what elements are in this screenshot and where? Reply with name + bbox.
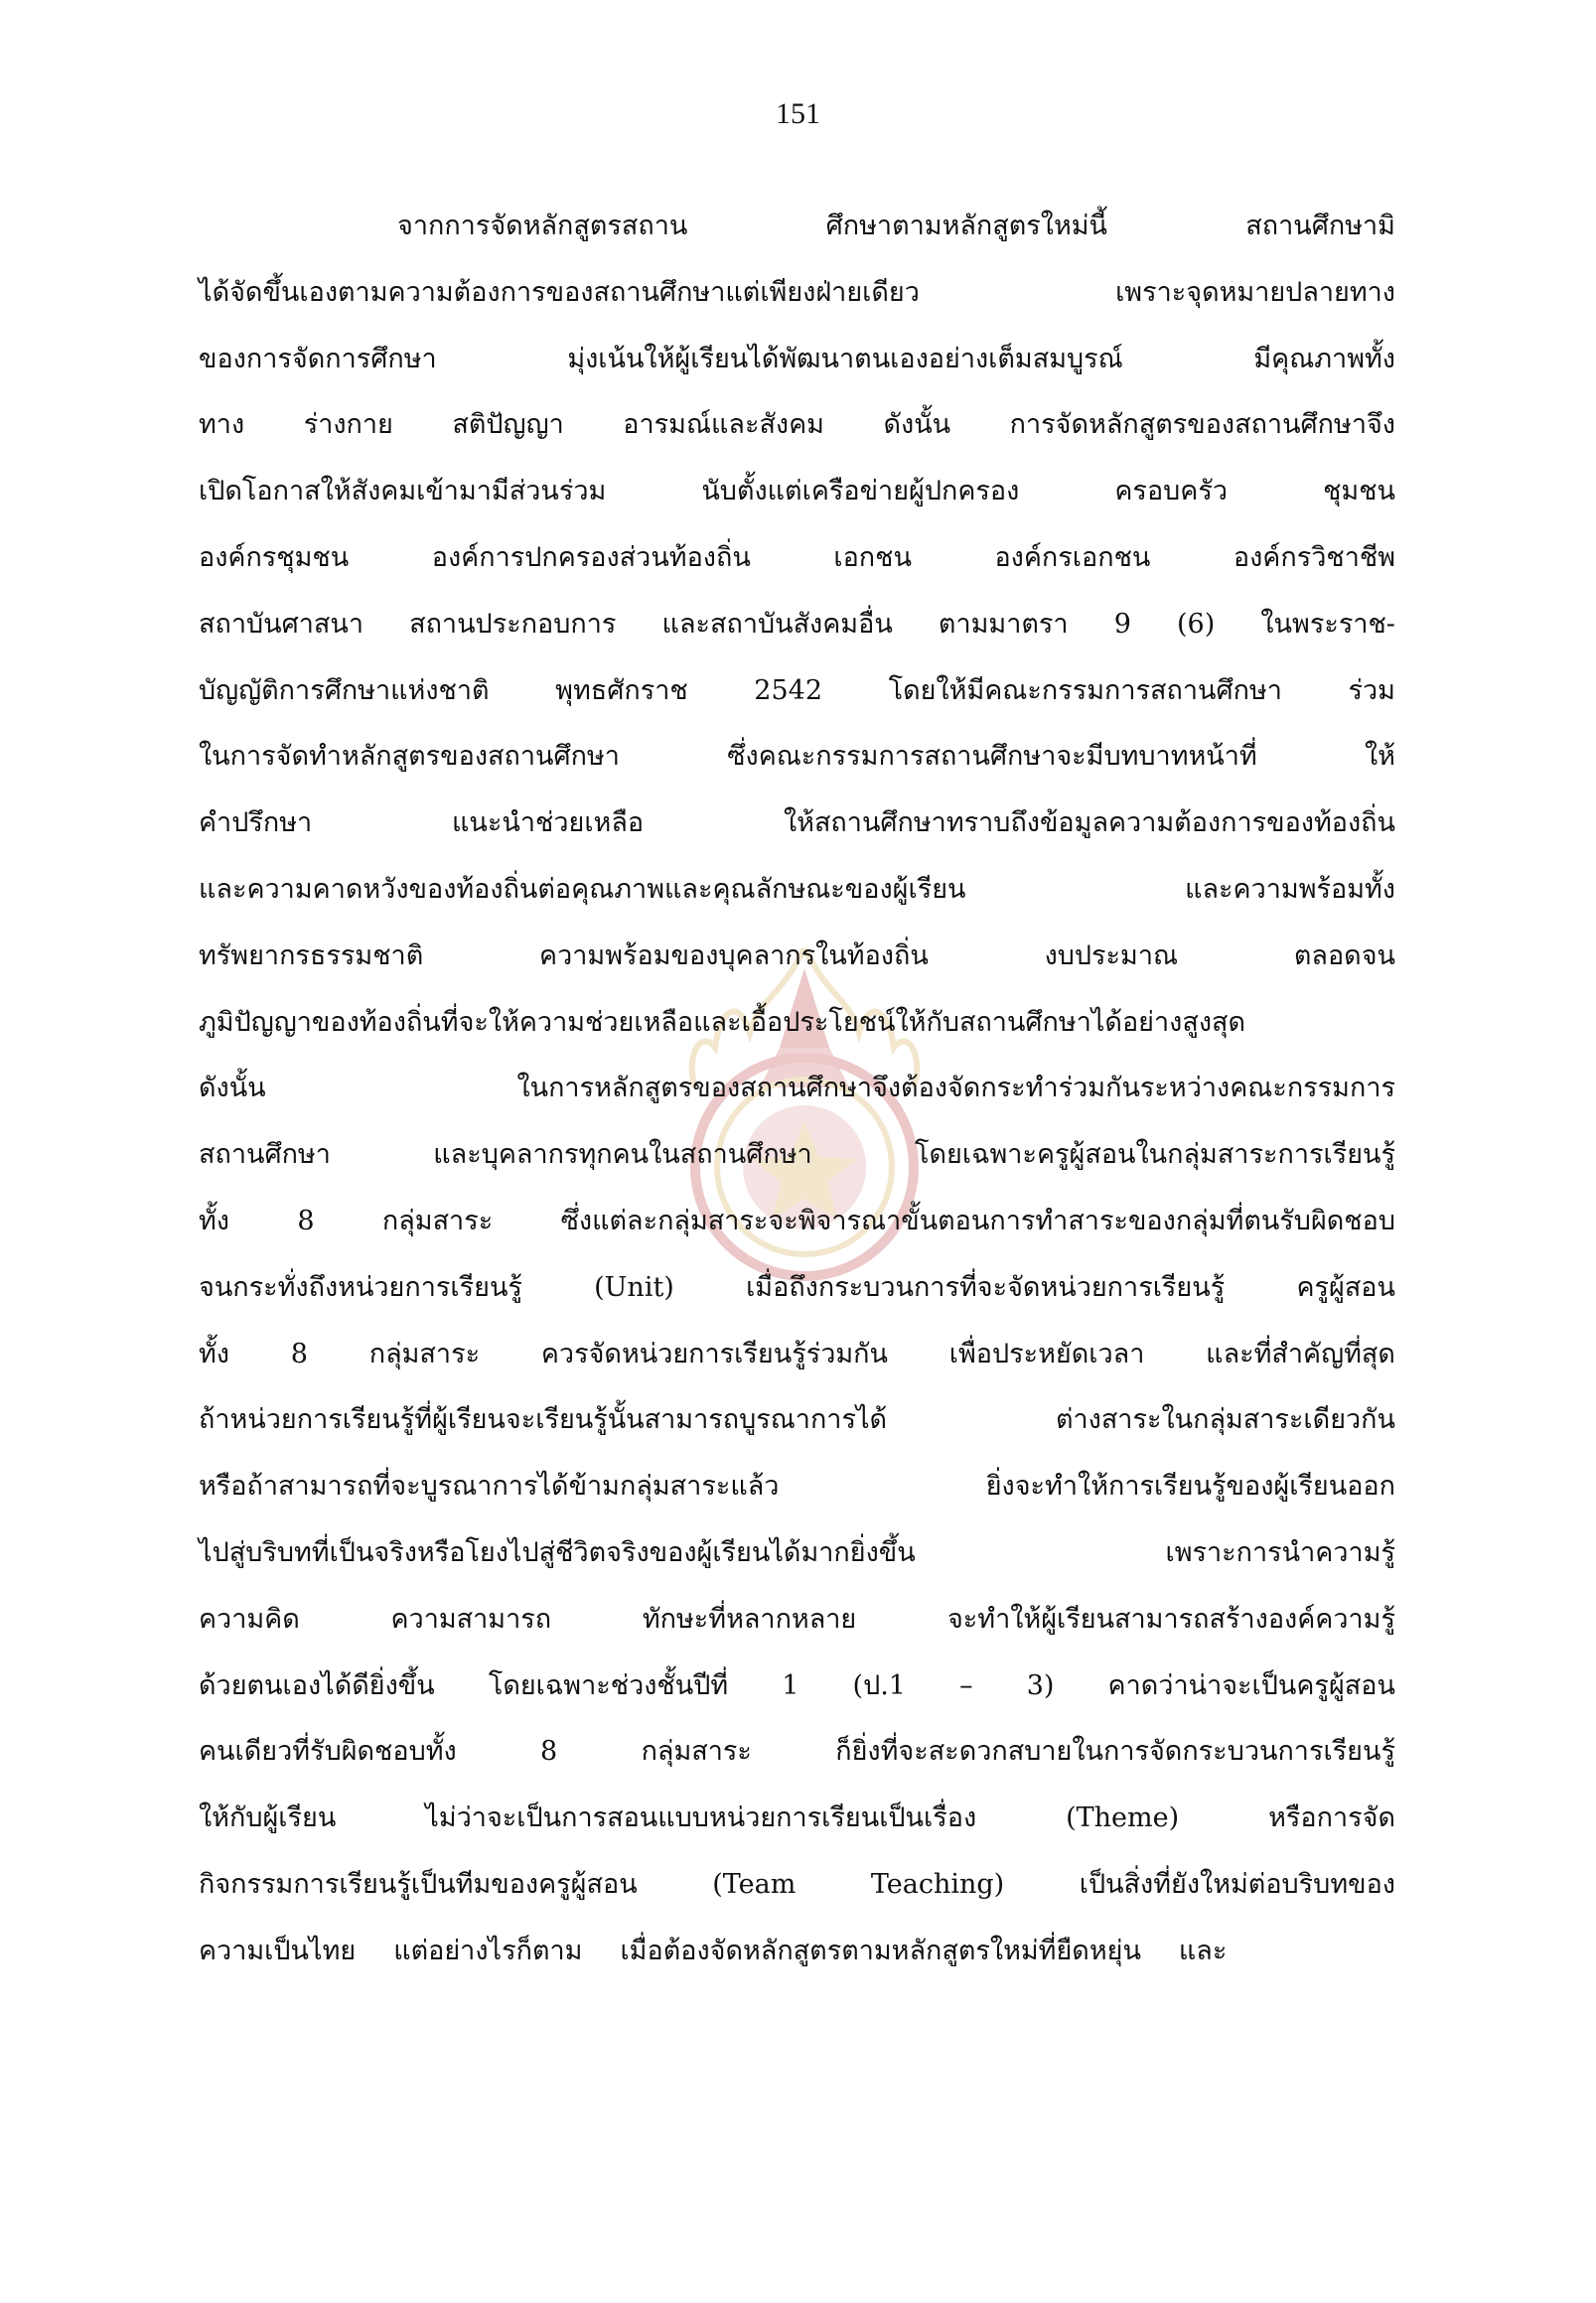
text-line: และความคาดหวังของท้องถิ่นต่อคุณภาพและคุณลักษณะของผู้เรียน และความพร้อมทั้ง (199, 873, 1395, 905)
text-line: ดังนั้น ในการหลักสูตรของสถานศึกษาจึงต้องจัดกระทำร่วมกันระหว่างคณะกรรมการ (199, 1073, 1395, 1104)
text-line: ภูมิปัญญาของท้องถิ่นที่จะให้ความช่วยเหลือและเอื้อประโยชน์ให้กับสถานศึกษาได้อย่างสูงสุด (199, 1006, 1246, 1038)
text-line: องค์กรชุมชน องค์การปกครองส่วนท้องถิ่น เอกชน องค์กรเอกชน องค์กรวิชาชีพ (199, 541, 1395, 573)
text-line: ทรัพยากรธรรมชาติ ความพร้อมของบุคลากรในท้องถิ่น งบประมาณ ตลอดจน (199, 939, 1395, 971)
text-line: จนกระทั่งถึงหน่วยการเรียนรู้ (Unit) เมื่อถึงกระบวนการที่จะจัดหน่วยการเรียนรู้ ครูผู้สอน (199, 1271, 1395, 1303)
page-number: 151 (776, 97, 820, 130)
text-line: คนเดียวที่รับผิดชอบทั้ง 8 กลุ่มสาระ ก็ยิ่งที่จะสะดวกสบายในการจัดกระบวนการเรียนรู้ (199, 1736, 1395, 1768)
text-line: ความคิด ความสามารถ ทักษะที่หลากหลาย จะทำให้ผู้เรียนสามารถสร้างองค์ความรู้ (199, 1603, 1395, 1635)
text-line: บัญญัติการศึกษาแห่งชาติ พุทธศักราช 2542 โดยให้มีคณะกรรมการสถานศึกษา ร่วม (199, 674, 1395, 706)
text-line: ความเป็นไทย แต่อย่างไรก็ตาม เมื่อต้องจัดหลักสูตรตามหลักสูตรใหม่ที่ยืดหยุ่น และ (199, 1935, 1228, 1966)
text-line: ของการจัดการศึกษา มุ่งเน้นให้ผู้เรียนได้พัฒนาตนเองอย่างเต็มสมบูรณ์ มีคุณภาพทั้ง (199, 343, 1395, 374)
text-line: ในการจัดทำหลักสูตรของสถานศึกษา ซึ่งคณะกรรมการสถานศึกษาจะมีบทบาทหน้าที่ ให้ (199, 741, 1395, 773)
text-line: คำปรึกษา แนะนำช่วยเหลือ ให้สถานศึกษาทราบถึงข้อมูลความต้องการของท้องถิ่น (199, 807, 1395, 839)
text-line: จากการจัดหลักสูตรสถาน ศึกษาตามหลักสูตรใหม่นี้ สถานศึกษามิ (397, 211, 1395, 241)
text-line: ได้จัดขึ้นเองตามความต้องการของสถานศึกษาแต่เพียงฝ่ายเดียว เพราะจุดหมายปลายทาง (199, 276, 1395, 308)
text-line: เปิดโอกาสให้สังคมเข้ามามีส่วนร่วม นับตั้งแต่เครือข่ายผู้ปกครอง ครอบครัว ชุมชน (199, 476, 1395, 507)
text-line: ทั้ง 8 กลุ่มสาระ ควรจัดหน่วยการเรียนรู้ร่วมกัน เพื่อประหยัดเวลา และที่สำคัญที่สุด (199, 1338, 1395, 1369)
text-line: ทั้ง 8 กลุ่มสาระ ซึ่งแต่ละกลุ่มสาระจะพิจารณาขั้นตอนการทำสาระของกลุ่มที่ตนรับผิดชอบ (199, 1205, 1395, 1236)
text-line: ด้วยตนเองได้ดียิ่งขึ้น โดยเฉพาะช่วงชั้นปีที่ 1 (ป.1 – 3) คาดว่าน่าจะเป็นครูผู้สอน (199, 1669, 1395, 1701)
body-paragraph (199, 194, 1395, 1985)
text-line: ไปสู่บริบทที่เป็นจริงหรือโยงไปสู่ชีวิตจริงของผู้เรียนได้มากยิ่งขึ้น เพราะการนำความรู้ (199, 1536, 1395, 1568)
text-line: สถานศึกษา และบุคลากรทุกคนในสถานศึกษา โดยเฉพาะครูผู้สอนในกลุ่มสาระการเรียนรู้ (199, 1139, 1395, 1171)
text-line: กิจกรรมการเรียนรู้เป็นทีมของครูผู้สอน (Team Teaching) เป็นสิ่งที่ยังใหม่ต่อบริบทของ (199, 1868, 1395, 1900)
text-line: ถ้าหน่วยการเรียนรู้ที่ผู้เรียนจะเรียนรู้นั้นสามารถบูรณาการได้ ต่างสาระในกลุ่มสาระเดียวกัน (199, 1404, 1395, 1436)
text-line: หรือถ้าสามารถที่จะบูรณาการได้ข้ามกลุ่มสาระแล้ว ยิ่งจะทำให้การเรียนรู้ของผู้เรียนออก (199, 1471, 1395, 1503)
text-line: สถาบันศาสนา สถานประกอบการ และสถาบันสังคมอื่น ตามมาตรา 9 (6) ในพระราช- (199, 608, 1395, 640)
text-line: ทาง ร่างกาย สติปัญญา อารมณ์และสังคม ดังนั้น การจัดหลักสูตรของสถานศึกษาจึง (199, 409, 1395, 441)
text-line: ให้กับผู้เรียน ไม่ว่าจะเป็นการสอนแบบหน่วยการเรียนเป็นเรื่อง (Theme) หรือการจัด (199, 1802, 1395, 1834)
